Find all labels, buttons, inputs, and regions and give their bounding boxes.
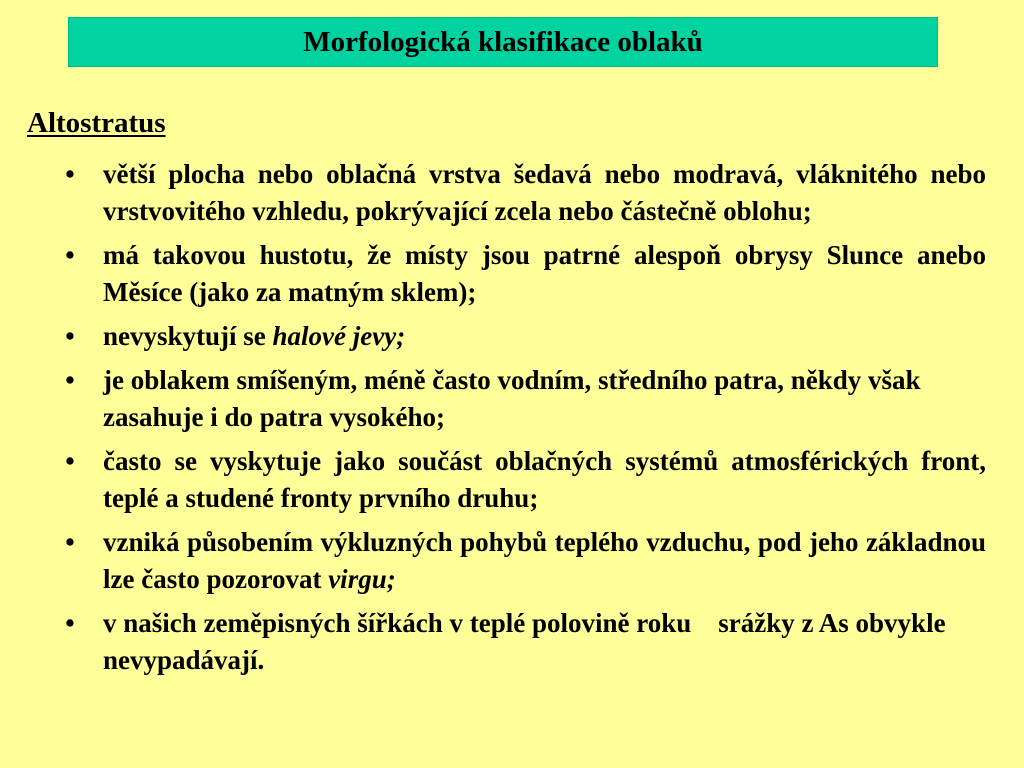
bullet-icon: • — [65, 159, 75, 189]
list-item — [60, 156, 986, 230]
list-item — [60, 605, 986, 679]
section-heading: Altostratus — [27, 107, 166, 139]
bullet-icon: • — [65, 240, 75, 270]
list-item — [60, 318, 986, 355]
bullet-list — [60, 156, 986, 686]
bullet-text: vzniká působením výkluzných pohybů teplého vzduchu, pod jeho základnou lze často pozorovat — [103, 527, 986, 594]
bullet-icon: • — [65, 527, 75, 557]
list-item — [60, 443, 986, 517]
list-item — [60, 362, 986, 436]
bullet-icon: • — [65, 365, 75, 395]
bullet-icon: • — [65, 321, 75, 351]
bullet-text: nevyskytují se — [103, 321, 273, 351]
title-banner — [68, 17, 938, 67]
bullet-italic-text: halové jevy; — [272, 321, 406, 351]
list-item — [60, 524, 986, 598]
bullet-text: má takovou hustotu, že místy jsou patrné alespoň obrysy Slunce anebo Měsíce (jako za matným sklem); — [103, 240, 986, 307]
slide-title: Morfologická klasifikace oblaků — [303, 25, 703, 58]
bullet-text: často se vyskytuje jako součást oblačných systémů atmosférických front, teplé a studené fronty prvního druhu; — [103, 446, 986, 513]
list-item — [60, 237, 986, 311]
bullet-icon: • — [65, 446, 75, 476]
bullet-text: větší plocha nebo oblačná vrstva šedavá nebo modravá, vláknitého nebo vrstvovitého vzhledu, pokrývající zcela nebo částečně oblohu; — [103, 159, 986, 226]
bullet-italic-text: virgu; — [328, 564, 396, 594]
bullet-icon: • — [65, 608, 75, 638]
bullet-text: v našich zeměpisných šířkách v teplé polovině roku srážky z As obvykle nevypadávají. — [103, 608, 953, 675]
bullet-text: je oblakem smíšeným, méně často vodním, středního patra, někdy však zasahuje i do patra vysokého; — [103, 365, 921, 432]
